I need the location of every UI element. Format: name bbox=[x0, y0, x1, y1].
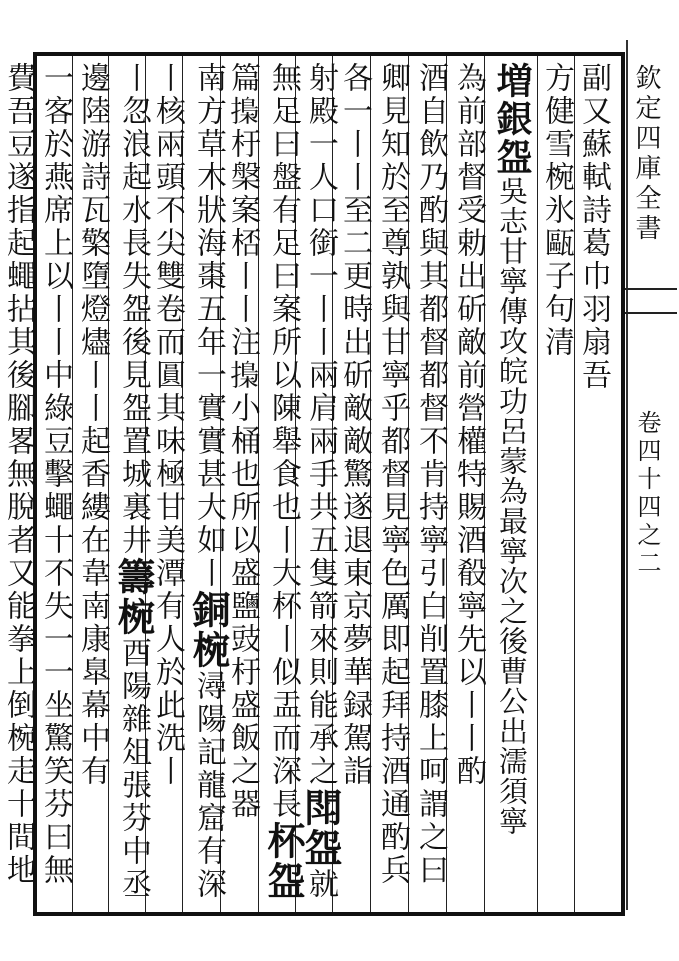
entry-heading: 閗盌 bbox=[298, 788, 343, 868]
text-column-6 bbox=[375, 62, 410, 887]
entry-heading: 杯盌 bbox=[261, 821, 306, 901]
column-rule bbox=[537, 56, 538, 912]
text-column-12 bbox=[150, 62, 185, 788]
text-column-1 bbox=[576, 62, 611, 392]
column-text: 方健雪椀氷甌子句清 bbox=[539, 62, 574, 359]
column-text: 酒自飲乃酌與其都督都督不肯持寧引白削置膝上呵謂之曰 bbox=[413, 62, 448, 887]
text-column-8 bbox=[298, 62, 343, 901]
column-text: 丨忽浪起水長失盌後見盌置城裏井 bbox=[116, 62, 151, 557]
text-column-2 bbox=[539, 62, 574, 359]
text-column-7 bbox=[337, 62, 372, 788]
column-text: 邊陸游詩瓦檠墮燈燼丨丨起香縷 bbox=[75, 62, 110, 524]
margin-divider-line bbox=[626, 40, 628, 910]
column-text: 潭有人於此洗丨 bbox=[150, 557, 185, 788]
margin-volume: 卷四十四之二 bbox=[633, 410, 661, 578]
column-text: 潯陽記龍窟有深 bbox=[191, 670, 226, 901]
column-text: 無足曰盤有足曰案所以陳舉食也丨大杯丨似盂而深長 bbox=[266, 62, 301, 821]
text-column-16 bbox=[1, 62, 36, 887]
margin-title: 欽定四庫全書 bbox=[631, 64, 661, 244]
column-text: 費吾豆遂指起蠅拈其後腳畧無脫者又能拳上倒椀走十間地 bbox=[1, 62, 36, 887]
entry-heading: 籌椀 bbox=[111, 557, 156, 637]
entry-heading: 増銀盌 bbox=[491, 62, 533, 176]
text-column-10 bbox=[225, 62, 260, 821]
column-text: 為前部督受勅出斫敵前營權特賜酒殽寧先以丨丨酌 bbox=[451, 62, 486, 788]
entry-heading: 銅椀 bbox=[186, 590, 231, 670]
column-text: 卿見知於至尊孰與甘寧乎都督見寧色厲即起拜持酒通酌兵 bbox=[375, 62, 410, 887]
text-column-3 bbox=[491, 62, 533, 836]
text-column-13 bbox=[111, 62, 156, 901]
column-text: 南方草木狀海棗五年一實實甚大如丨 bbox=[191, 62, 226, 590]
text-column-5 bbox=[413, 62, 448, 887]
text-column-9 bbox=[261, 62, 306, 901]
column-text: 就 bbox=[303, 868, 338, 901]
column-text: 篇𢳚杅槃案桮丨丨注𢳚小桶也所以盛鹽豉杅盛飯之器 bbox=[225, 62, 260, 821]
column-text: 副又蘇軾詩葛巾羽扇吾 bbox=[576, 62, 611, 392]
text-column-15 bbox=[38, 62, 73, 887]
fishtail-mark bbox=[625, 288, 677, 314]
text-column-14 bbox=[75, 62, 110, 788]
column-text: 各一丨丨至二更時出斫敵敵驚遂退東京夢華録駕詣 bbox=[337, 62, 372, 788]
column-text: 射殿一人口銜一丨丨兩肩兩手共五隻箭來則能承之 bbox=[303, 62, 338, 788]
text-column-4 bbox=[451, 62, 486, 788]
column-text: 在韋南康臯幕中有 bbox=[75, 524, 110, 788]
column-text: 一客於燕席上以丨丨中綠豆擊蠅十不失一一坐驚笑芬曰無 bbox=[38, 62, 73, 887]
column-rule bbox=[574, 56, 575, 912]
column-text: 酉陽雜俎張芬中丞 bbox=[116, 637, 151, 901]
text-column-11 bbox=[186, 62, 231, 901]
column-text: 丨核兩頭不尖雙卷而圓其味極甘美 bbox=[150, 62, 185, 557]
column-text: 吳志甘寧傳攻皖功呂蒙為最寧次之後曹公出濡須寧 bbox=[495, 176, 529, 836]
